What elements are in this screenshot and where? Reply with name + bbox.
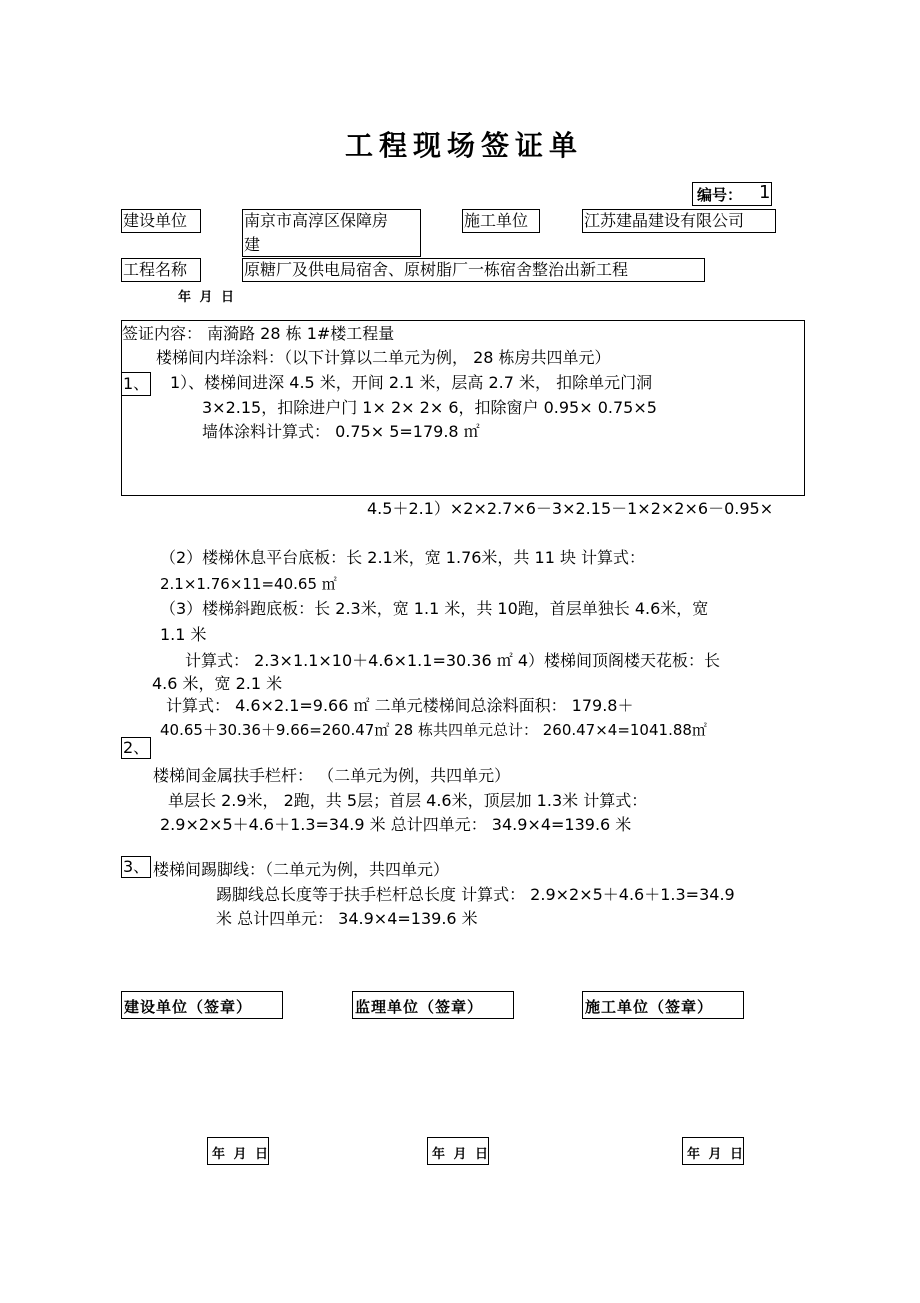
content-line: 40.65＋30.36＋9.66=260.47㎡ 28 栋共四单元总计： 260.47×4=1041.88㎡ — [160, 721, 707, 739]
content-line: （3）楼梯斜跑底板：长 2.3米，宽 1.1 米，共 10跑，首层单独长 4.6米，宽 — [160, 599, 709, 618]
project-value-box — [242, 258, 705, 282]
builder-signature-label: 建设单位（签章） — [124, 998, 253, 1016]
content-line: 单层长 2.9米， 2跑，共 5层；首层 4.6米，顶层加 1.3米 计算式： — [168, 791, 648, 810]
header-date: 年 月 日 — [178, 290, 237, 305]
content-line: 1）、楼梯间进深 4.5 米，开间 2.1 米，层高 2.7 米， 扣除单元门洞 — [170, 373, 653, 392]
date-label: 年 月 日 — [687, 1147, 746, 1162]
content-header: 签证内容： 南漪路 28 栋 1#楼工程量 — [122, 324, 395, 343]
content-line: 楼梯间踢脚线：（二单元为例，共四单元） — [153, 860, 450, 879]
item-number-box — [121, 737, 151, 759]
date-box — [427, 1137, 489, 1165]
supervisor-signature-box — [352, 991, 514, 1019]
content-line: 米 总计四单元： 34.9×4=139.6 米 — [216, 909, 478, 928]
builder-label-box — [121, 209, 201, 233]
content-line: （2）楼梯休息平台底板：长 2.1米，宽 1.76米，共 11 块 计算式： — [160, 548, 646, 567]
builder-label: 建设单位 — [123, 211, 188, 230]
content-line: 计算式： 4.6×2.1=9.66 ㎡ 二单元楼梯间总涂料面积： 179.8＋ — [166, 696, 634, 715]
content-line: 楼梯间内垟涂料：（以下计算以二单元为例， 28 栋房共四单元） — [156, 348, 611, 367]
project-label: 工程名称 — [123, 260, 188, 279]
item-number-box — [121, 856, 151, 878]
project-label-box — [121, 258, 201, 282]
item-number-box — [121, 372, 151, 396]
item-number: 3、 — [123, 857, 150, 876]
content-line: 3×2.15，扣除进户门 1× 2× 2× 6，扣除窗户 0.95× 0.75×5 — [202, 398, 657, 417]
contractor-value: 江苏建晶建设有限公司 — [584, 211, 745, 230]
page-title: 工程现场签证单 — [345, 129, 584, 162]
builder-value-line1: 南京市高淳区保障房 — [244, 211, 389, 230]
content-line: 墙体涂料计算式： 0.75× 5=179.8 ㎡ — [202, 422, 480, 441]
contractor-signature-label: 施工单位（签章） — [585, 998, 714, 1016]
content-line: 2.1×1.76×11=40.65 ㎡ — [160, 575, 337, 593]
item-number: 2、 — [123, 738, 150, 757]
builder-signature-box — [121, 991, 283, 1019]
date-box — [207, 1137, 269, 1165]
date-label: 年 月 日 — [432, 1147, 491, 1162]
contractor-label-box — [462, 209, 540, 233]
number-label: 编号： — [697, 186, 743, 204]
date-label: 年 月 日 — [212, 1147, 271, 1162]
date-box — [682, 1137, 744, 1165]
contractor-label: 施工单位 — [464, 211, 529, 230]
content-line: 4.5＋2.1）×2×2.7×6－3×2.15－1×2×2×6－0.95× — [367, 499, 774, 518]
supervisor-signature-label: 监理单位（签章） — [355, 998, 484, 1016]
builder-value-box — [242, 209, 421, 257]
content-line: 2.9×2×5＋4.6＋1.3=34.9 米 总计四单元： 34.9×4=139.6 米 — [160, 815, 632, 834]
content-line: 楼梯间金属扶手栏杆： （二单元为例，共四单元） — [153, 766, 511, 785]
project-value: 原糖厂及供电局宿舍、原树脂厂一栋宿舍整治出新工程 — [244, 260, 629, 279]
content-line: 踢脚线总长度等于扶手栏杆总长度 计算式： 2.9×2×5＋4.6＋1.3=34.9 — [216, 885, 735, 904]
contractor-signature-box — [582, 991, 744, 1019]
number-box — [692, 182, 772, 206]
contractor-value-box — [582, 209, 776, 233]
item-number: 1、 — [123, 374, 150, 393]
content-line: 1.1 米 — [160, 625, 207, 644]
number-value: 1 — [759, 182, 771, 203]
content-line: 计算式： 2.3×1.1×10＋4.6×1.1=30.36 ㎡ 4）楼梯间顶阁楼天花板：长 — [185, 651, 721, 670]
builder-value-line2: 建 — [244, 235, 261, 254]
content-line: 4.6 米，宽 2.1 米 — [152, 674, 283, 693]
